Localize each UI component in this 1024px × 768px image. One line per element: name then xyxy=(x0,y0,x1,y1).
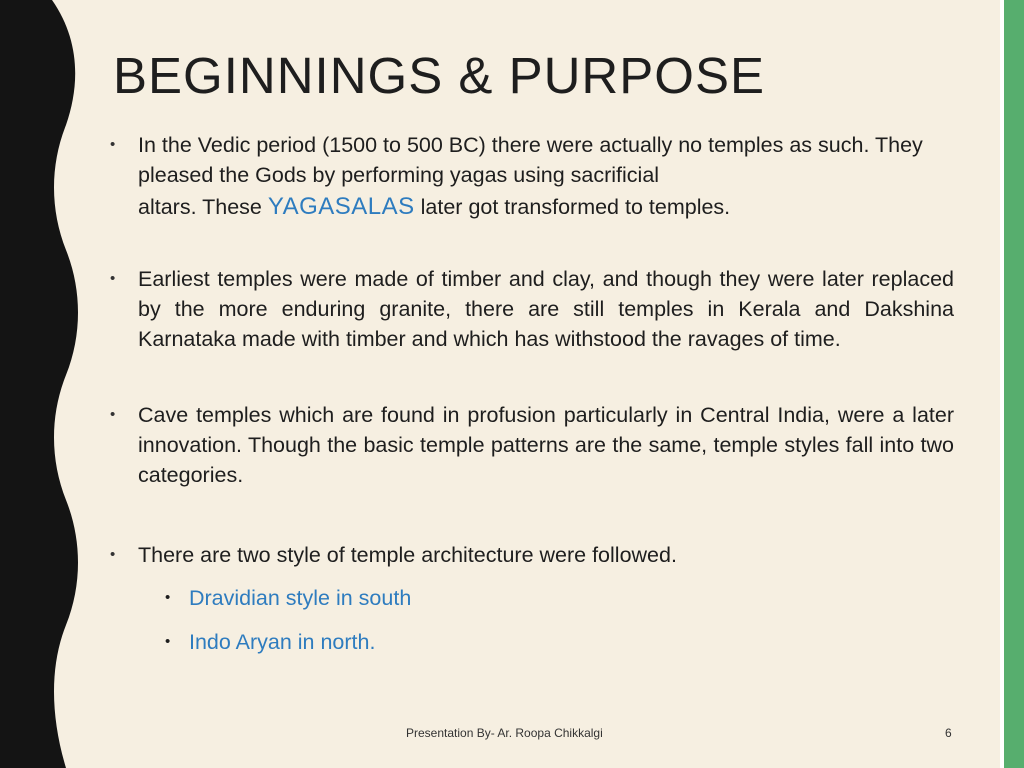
wavy-border-shape xyxy=(0,0,78,768)
sub-bullet-item xyxy=(108,627,954,657)
page-number: 6 xyxy=(945,726,952,740)
bullet-dot: • xyxy=(165,589,171,606)
wavy-border-decoration xyxy=(0,0,100,768)
bullet-dot: • xyxy=(165,633,171,650)
bullet-item xyxy=(108,130,954,222)
sub-bullet-text: Indo Aryan in north. xyxy=(189,630,376,654)
bullet-dot: • xyxy=(110,270,116,287)
footer-presenter-credit: Presentation By- Ar. Roopa Chikkalgi xyxy=(406,726,603,740)
slide-title: BEGINNINGS & PURPOSE xyxy=(113,47,765,104)
bullet-text-line xyxy=(138,192,954,222)
bullet-text: Cave temples which are found in profusion particularly in Central India, were a later innovation. Though the basic temple patterns are the same, temple styles fall into two categories. xyxy=(138,403,954,487)
bullet-dot: • xyxy=(110,136,116,153)
bullet-item xyxy=(108,264,954,354)
sub-bullet-text: Dravidian style in south xyxy=(189,586,412,610)
right-accent-bar xyxy=(1004,0,1024,768)
bullet-item xyxy=(108,400,954,490)
bullet-text: later got transformed to temples. xyxy=(414,195,731,219)
bullet-text: There are two style of temple architecture were followed. xyxy=(138,543,677,567)
bullet-text: altars. These xyxy=(138,195,268,219)
bullet-dot: • xyxy=(110,546,116,563)
bullet-dot: • xyxy=(110,406,116,423)
highlight-term: YAGASALAS xyxy=(267,193,415,220)
bullet-text: In the Vedic period (1500 to 500 BC) there were actually no temples as such. They pleased the Gods by performing yagas using sacrificial xyxy=(138,133,923,187)
bullet-text: Earliest temples were made of timber and clay, and though they were later replaced by the more enduring granite, there are still temples in Kerala and Dakshina Karnataka made with timber and which has withstood the ravages of time. xyxy=(138,267,954,351)
slide-content xyxy=(108,130,954,657)
sub-bullet-item xyxy=(108,583,954,613)
bullet-item xyxy=(108,540,954,570)
